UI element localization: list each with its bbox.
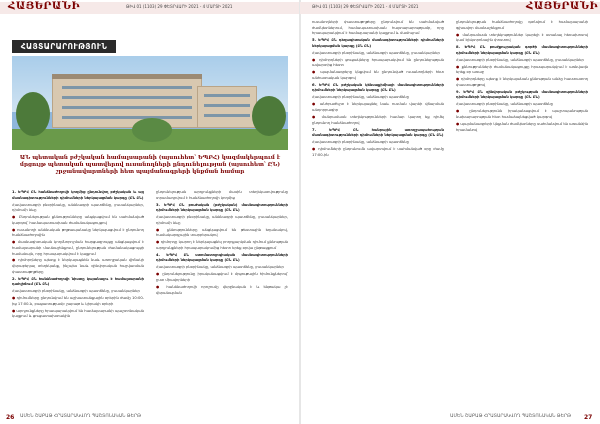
paragraph-text: մանրամասն տեղեկությունների համար կարող եք դիմել ընդունող հանձնաժողով [312, 115, 444, 125]
article-paragraph [312, 95, 444, 101]
paragraph-text: ընդունելությունը իրականացվում է մրցութային հիմունքներով՝ ըստ միավորների [156, 272, 288, 283]
article-paragraph [312, 115, 444, 126]
paragraph-text: դիմումների ընդունումն ավարտվում է սահմանված օրը ժամը 17:00-ին [312, 147, 444, 157]
right-page [300, 0, 600, 424]
bullet-icon: ● [12, 215, 19, 220]
bullet-icon: ● [156, 240, 161, 245]
paragraph-text: ընդունելության հանձնաժողովը գտնվում է համալսարանի գլխավոր մասնաշենքում [456, 20, 588, 30]
article-paragraph [312, 20, 444, 37]
bullet-icon: ● [156, 285, 167, 290]
article-paragraph [312, 102, 444, 113]
bullet-icon: ● [456, 77, 462, 82]
article-subheading [312, 128, 444, 139]
paragraph-text: ուսանողների փաստաթղթերը ընդունվում են սահմանված ժամկետներում, համապատասխան հայտարարությամբ, որը հրապարակվում է համալսարանի կայքում և մամուլում [312, 20, 444, 36]
paragraph-text: ընդունելությունն իրականացվում է պաշտպանության նախարարության հետ համաձայնեցված կարգով [456, 109, 588, 120]
article-paragraph [456, 122, 588, 133]
paragraph-text: Հավաստագրի բնօրինակը, անձնագրի պատճենը, լուսանկարներ [312, 50, 440, 55]
page-number-left: 26 [6, 414, 15, 421]
bullet-icon: ● [12, 227, 18, 232]
article-subheading [456, 90, 588, 101]
article-paragraph [456, 65, 588, 76]
bullet-icon: ● [456, 122, 461, 127]
article-paragraph [156, 215, 288, 226]
paragraph-text: 2. ԵՊԲՀ ԸՆ հանձնաժողովի նիստը կայանալու է համալսարանի դահլիճում (ԸՆ ԸՆ) [12, 276, 144, 287]
left-column-2 [156, 190, 288, 408]
paragraph-text: Ընդունելության քննությունները անցկացվում են սահմանված կարգով՝ համապատասխան ժամանակացույցով [12, 215, 144, 225]
article-paragraph [12, 228, 144, 239]
article-paragraph [456, 58, 588, 64]
article-subheading [12, 277, 144, 288]
footer-left: ԱՄԵՆ ՇԱԲԱԹ ՀՐԱՏԱՐԱԿՎՈՂ ՊԱՇՏՈՆԱԿԱՆ ԹԵՐԹ [20, 414, 141, 419]
paragraph-text: ուսանողի անձնական թղթապանակը ներկայացվում է ընդունող հանձնաժողովին [12, 227, 144, 238]
page-number-right: 27 [584, 414, 593, 421]
magazine-logo: ՀԱՅԵՐԱՆԻ [8, 1, 81, 12]
footer-right: ԱՄԵՆ ՇԱԲԱԹ ՀՐԱՏԱՐԱԿՎՈՂ ՊԱՇՏՈՆԱԿԱՆ ԹԵՐԹ [450, 414, 571, 419]
bullet-icon: ● [312, 115, 322, 120]
bullet-icon: ● [156, 272, 163, 277]
paragraph-text: պայմանագրերը կնքվում են ընդունված ուսանողների հետ անհատական կարգով [312, 70, 444, 80]
magazine-logo-right: ՀԱՅԵՐԱՆԻ [526, 1, 599, 12]
bullet-icon: ● [312, 102, 320, 107]
paragraph-text: քննությունները անցկացվում են թեստային եղանակով, համակարգչային տարբերակով [156, 227, 288, 238]
article-paragraph [12, 203, 144, 214]
article-paragraph [312, 147, 444, 158]
bullet-icon: ● [456, 64, 462, 69]
bullet-icon: ● [456, 109, 470, 114]
announcement-headline: ԱՆ պետական բժշկական համալսարանի (այսուհետ՝ ԵՊԲՀ) կազմակերպում է մրցույթ պետական պատվերով ուսանողների ընդունելության (այսուհետ՝ ԸՆ) շրջանավարտների հետ պայմանագրերի կնքման համար [19, 155, 281, 175]
article-subheading [312, 83, 444, 94]
paragraph-text: դիմորդների ցուցակները հրապարակվում են ընդունելության ավարտից հետո [312, 57, 444, 68]
article-paragraph [156, 240, 288, 251]
right-column-2 [456, 20, 588, 408]
article-paragraph [12, 215, 144, 226]
issue-line-right: ԹԻՎ 01 (1103) 29 ՓԵՏՐՎԱՐԻ 2021 - 4 ՄԱՐՏԻ 2021 [312, 4, 419, 9]
paragraph-text: ընդունելության արդյունքների մասին տեղեկատվությունը տրամադրվում է հանձնաժողովի կողմից [156, 190, 288, 200]
bullet-icon: ● [12, 296, 17, 301]
article-paragraph [12, 296, 144, 307]
bullet-icon: ● [312, 70, 321, 75]
article-paragraph [12, 240, 144, 257]
paragraph-text: մանրամասն տեղեկություններ կարելի է ստանալ հեռախոսով կամ էլեկտրոնային փոստով [456, 32, 588, 43]
article-paragraph [456, 109, 588, 120]
issue-line: ԹԻՎ 01 (1103) 29 ՓԵՏՐՎԱՐԻ 2021 - 4 ՄԱՐՏԻ 2021 [126, 4, 233, 9]
article-paragraph [156, 265, 288, 271]
paragraph-text: դիմումները ընդունվում են աշխատանքային օրերին ժամը 10:00-ից 17:00-ն, բացառությամբ շաբաթ և կիրակի օրերի [12, 296, 144, 306]
paragraph-text: Հավաստագրի բնօրինակը, անձնագրի պատճենը [312, 95, 409, 100]
paragraph-text: Հավաստագրի բնօրինակը, անձնագրի պատճենը, լուսանկարներ [12, 289, 140, 294]
article-paragraph [156, 228, 288, 239]
paragraph-text: քննությունների ժամանակացույցը հրապարակվում է առնվազն երեք օր առաջ [456, 64, 588, 75]
paragraph-text: 8. ԵՊԲՀ ԸՆ բուժքույրական գործի մասնագիտությունների դիմումների ներկայացման կարգը (ԸՆ ԸՆ) [456, 45, 588, 55]
paragraph-text: պայմանագրերի կնքման ժամկետները սահմանվում են առանձին հրամանով [456, 122, 588, 132]
paragraph-text: Հավաստագրի բնօրինակը, անձնագրի պատճենը, լուսանկարներ, դիմումի ձևը [156, 215, 288, 225]
bullet-icon: ● [312, 57, 320, 62]
paragraph-text: Հավաստագրի բնօրինակը, անձնագրի պատճենը, լուսանկարներ, դիմումի ձևը [12, 202, 144, 213]
article-subheading [12, 190, 144, 201]
paragraph-text: անհրաժեշտ է ներկայացնել նաև ուսման վարձի վճարման անդորրագիր [312, 102, 444, 113]
bullet-icon: ● [12, 258, 19, 263]
article-paragraph [312, 70, 444, 81]
paragraph-text: արդյունքները հրապարակվում են համալսարանի պաշտոնական կայքում և ցուցատախտակին [12, 308, 144, 319]
bullet-icon: ● [312, 147, 319, 152]
right-column-1 [312, 20, 444, 408]
bullet-icon: ● [156, 227, 168, 232]
bullet-icon: ● [456, 32, 463, 37]
paragraph-text: մասնագիտական կողմնորոշման հարցազրույցը անցկացվում է համալսարանի մասնաշենքում, ընդունելության ժամանակացույցի համաձայն, որը հրապարակվում է կայքում [12, 240, 144, 256]
article-paragraph [456, 102, 588, 108]
bullet-icon: ● [12, 240, 18, 245]
paragraph-text: հանձնաժողովի որոշումը վերջնական է և ենթակա չէ վերանայման [156, 285, 288, 295]
paragraph-text: 1. ԵՊԲՀ ԸՆ հանձնաժողովի կողմից ընդունվող բժշկական և այլ մասնագիտությունների դիմումների ներկայացման կարգը (ԸՆ ԸՆ) [12, 190, 144, 200]
article-paragraph [156, 285, 288, 296]
paragraph-text: դիմորդը կարող է ներկայացնել բողոքարկման դիմում քննության արդյունքների հրապարակումից հետո երեք օրվա ընթացքում [156, 240, 288, 250]
article-paragraph [156, 190, 288, 201]
paragraph-text: 4. ԵՊԲՀ ԸՆ ստոմատոլոգիական մասնագիտությունների դիմումների ներկայացման կարգը (ԸՆ ԸՆ) [156, 252, 288, 263]
article-subheading [156, 203, 288, 214]
article-paragraph [312, 140, 444, 146]
paragraph-text: դիմորդները պետք է ներկայանան քննության անձը հաստատող փաստաթղթով [456, 77, 588, 87]
paragraph-text: Հավաստագրի բնօրինակը, անձնագրի պատճենը [456, 102, 553, 107]
article-subheading [312, 38, 444, 49]
article-paragraph [312, 58, 444, 69]
article-subheading [456, 45, 588, 56]
paragraph-text: 7. ԵՊԲՀ ԸՆ հանրային առողջապահության մասնագիտությունների դիմումների ներկայացման կարգը (ԸՆ ԸՆ) [312, 127, 444, 138]
article-paragraph [456, 77, 588, 88]
article-paragraph [12, 309, 144, 320]
article-paragraph [456, 33, 588, 44]
article-paragraph [456, 20, 588, 31]
left-column-1 [12, 190, 144, 408]
article-paragraph [312, 51, 444, 57]
bullet-icon: ● [12, 308, 17, 313]
paragraph-text: Հավաստագրի բնօրինակը, անձնագրի պատճենը, լուսանկարներ [456, 57, 584, 62]
paragraph-text: դիմորդները պետք է ներկայացնեն նաև առողջական վիճակի վերաբերյալ տեղեկանք, ինչպես նաև զինվորական հաշվառման փաստաթղթերը [12, 258, 144, 274]
article-paragraph [12, 289, 144, 295]
article-paragraph [156, 272, 288, 283]
article-paragraph [12, 258, 144, 275]
paragraph-text: 5. ԵՊԲՀ ԸՆ դեղագիտական մասնագիտությունների դիմումների ներկայացման կարգը (ԸՆ ԸՆ) [312, 38, 444, 48]
paragraph-text: Հավաստագրի բնօրինակը, անձնագրի պատճենը [312, 140, 409, 145]
building-photo [12, 56, 288, 150]
paragraph-text: 9. ԵՊԲՀ ԸՆ զինվորական բժշկության մասնագիտությունների դիմումների ներկայացման կարգը (ԸՆ ԸՆ) [456, 89, 588, 100]
section-banner: ՀԱՅՏԱՐԱՐՈՒԹՅՈՒՆ [12, 40, 116, 53]
paragraph-text: 6. ԵՊԲՀ ԸՆ բժշկական կենսաքիմիայի մասնագիտությունների դիմումների ներկայացման կարգը (ԸՆ ԸՆ) [312, 82, 444, 93]
paragraph-text: Հավաստագրի բնօրինակը, անձնագրի պատճենը, լուսանկարներ [156, 265, 284, 270]
paragraph-text: 3. ԵՊԲՀ ԸՆ բուժական (բժշկական) մասնագիտությունների դիմումների ներկայացման կարգը (ԸՆ ԸՆ) [156, 202, 288, 213]
article-subheading [156, 253, 288, 264]
